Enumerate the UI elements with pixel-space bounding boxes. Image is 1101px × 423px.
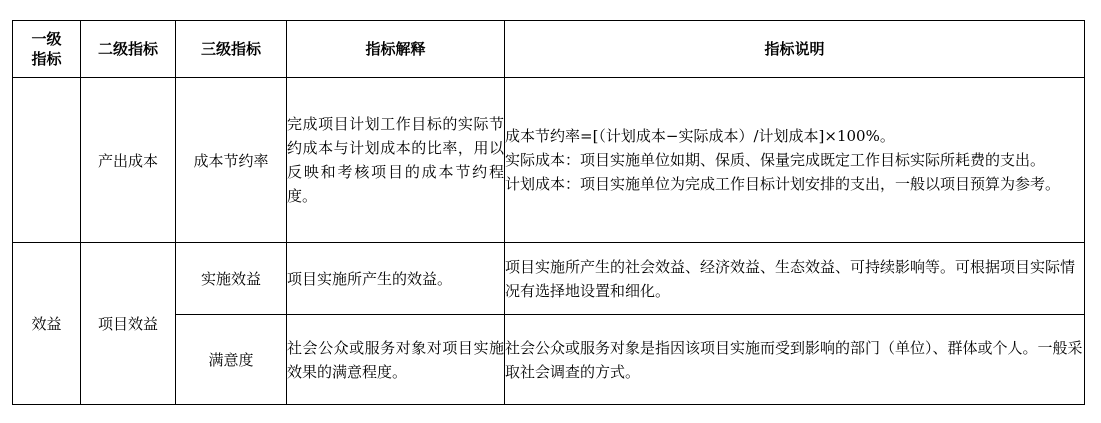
header-level1-line1: 一级 <box>31 30 62 48</box>
header-level3: 三级指标 <box>176 21 287 78</box>
cell-benefit-level1: 效益 <box>13 243 81 405</box>
header-row <box>13 21 1085 78</box>
table-row-impl <box>13 243 1085 315</box>
header-description: 指标说明 <box>505 21 1085 78</box>
cell-impl-explanation: 项目实施所产生的效益。 <box>287 243 505 315</box>
header-level1 <box>13 21 81 78</box>
cell-satisfaction-description: 社会公众或服务对象是指因该项目实施而受到影响的部门（单位）、群体或个人。一般采取社会调查的方式。 <box>505 315 1085 405</box>
cell-satisfaction-explanation: 社会公众或服务对象对项目实施效果的满意程度。 <box>287 315 505 405</box>
cell-cost-level2: 产出成本 <box>81 78 176 243</box>
cell-cost-explanation: 完成项目计划工作目标的实际节约成本与计划成本的比率，用以反映和考核项目的成本节约程度。 <box>287 78 505 243</box>
cell-satisfaction-level3: 满意度 <box>176 315 287 405</box>
header-level2: 二级指标 <box>81 21 176 78</box>
cell-cost-level1-empty <box>13 78 81 243</box>
cost-actual-line: 实际成本：项目实施单位如期、保质、保量完成既定工作目标实际所耗费的支出。 <box>505 151 1046 169</box>
cell-impl-level3: 实施效益 <box>176 243 287 315</box>
table-row-cost <box>13 78 1085 243</box>
cell-benefit-level2: 项目效益 <box>81 243 176 405</box>
header-explanation: 指标解释 <box>287 21 505 78</box>
header-level1-line2: 指标 <box>31 50 62 68</box>
cost-formula-line: 成本节约率=[（计划成本−实际成本）/计划成本]×100%。 <box>505 127 895 145</box>
cell-cost-level3: 成本节约率 <box>176 78 287 243</box>
cell-cost-description <box>505 78 1085 243</box>
cell-impl-description: 项目实施所产生的社会效益、经济效益、生态效益、可持续影响等。可根据项目实际情况有选择地设置和细化。 <box>505 243 1085 315</box>
cost-planned-line: 计划成本：项目实施单位为完成工作目标计划安排的支出，一般以项目预算为参考。 <box>505 175 1061 193</box>
indicator-table <box>12 20 1085 405</box>
